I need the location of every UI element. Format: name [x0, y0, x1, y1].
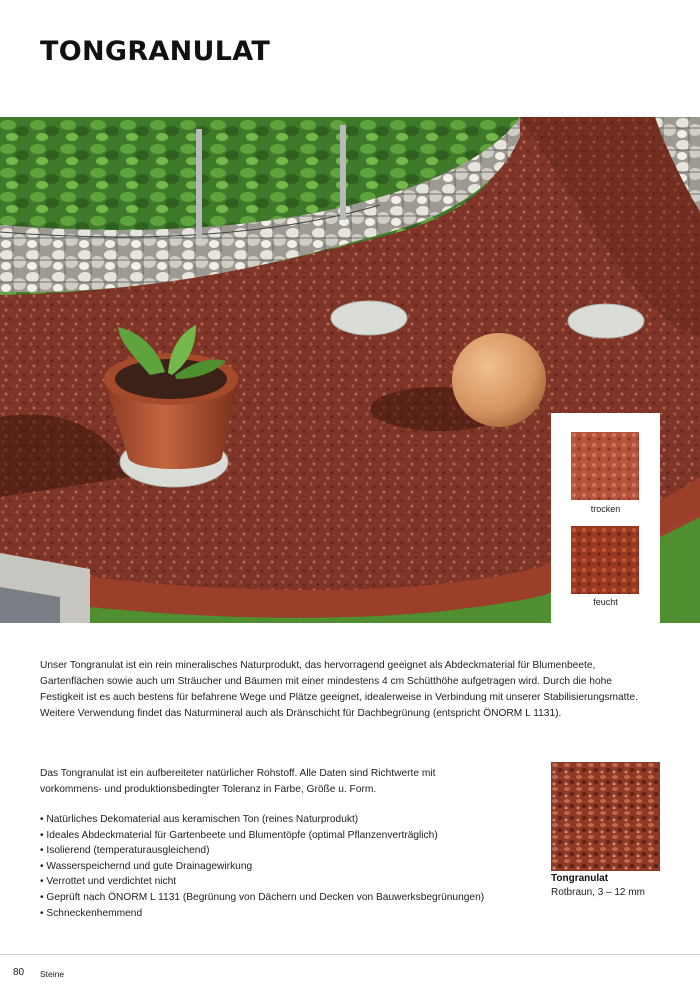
- section-label: Steine: [40, 969, 65, 979]
- raw-material-paragraph: Das Tongranulat ist ein aufbereiteter natürlicher Rohstoff. Alle Daten sind Richtwerte mit vorkommens- und produktionsbedingter Toleranz in Farbe, Größe u. Form.: [40, 768, 436, 795]
- list-item: • Geprüft nach ÖNORM L 1131 (Begrünung von Dächern und Decken von Bauwerksbegrünungen): [40, 890, 484, 906]
- swatch-dry-image: [571, 432, 639, 500]
- page-number: 80: [13, 967, 25, 978]
- list-item: • Wasserspeichernd und gute Drainagewirkung: [40, 859, 484, 875]
- product-description: Rotbraun, 3 – 12 mm: [551, 887, 645, 898]
- page-title: TONGRANULAT: [40, 36, 271, 67]
- list-item: • Verrottet und verdichtet nicht: [40, 874, 484, 890]
- list-item: • Ideales Abdeckmaterial für Gartenbeete und Blumentöpfe (optimal Pflanzenverträglich): [40, 828, 484, 844]
- swatch-wet-image: [571, 526, 639, 594]
- intro-paragraph: Unser Tongranulat ist ein rein mineralisches Naturprodukt, das hervorragend geeignet als Abdeckmaterial für Blumenbeete, Gartenflächen sowie auch um Sträucher und Bäumen mit einer mindestens 4 cm Schütthöhe aufgetragen wird. Durch die hohe Festigkeit ist es auch bestens für befahrene Wege und Plätze geeignet, idealerweise in Verbindung mit unserer Stabilisierungsmatte. Weitere Verwendung findet das Naturmineral auch als Dränschicht für Dachbegrünung (entspricht ÖNORM L 1131).: [40, 660, 638, 719]
- feature-list: [40, 812, 484, 921]
- list-item: • Isolierend (temperaturausgleichend): [40, 843, 484, 859]
- product-name: Tongranulat: [551, 873, 609, 884]
- color-swatch-panel: [551, 413, 660, 623]
- product-image: [551, 762, 660, 871]
- swatch-dry-label: trocken: [590, 504, 621, 514]
- swatch-wet-label: feucht: [593, 597, 618, 607]
- list-item: • Schneckenhemmend: [40, 906, 484, 922]
- list-item: • Natürliches Dekomaterial aus keramischen Ton (reines Naturprodukt): [40, 812, 484, 828]
- footer-divider: [0, 954, 700, 955]
